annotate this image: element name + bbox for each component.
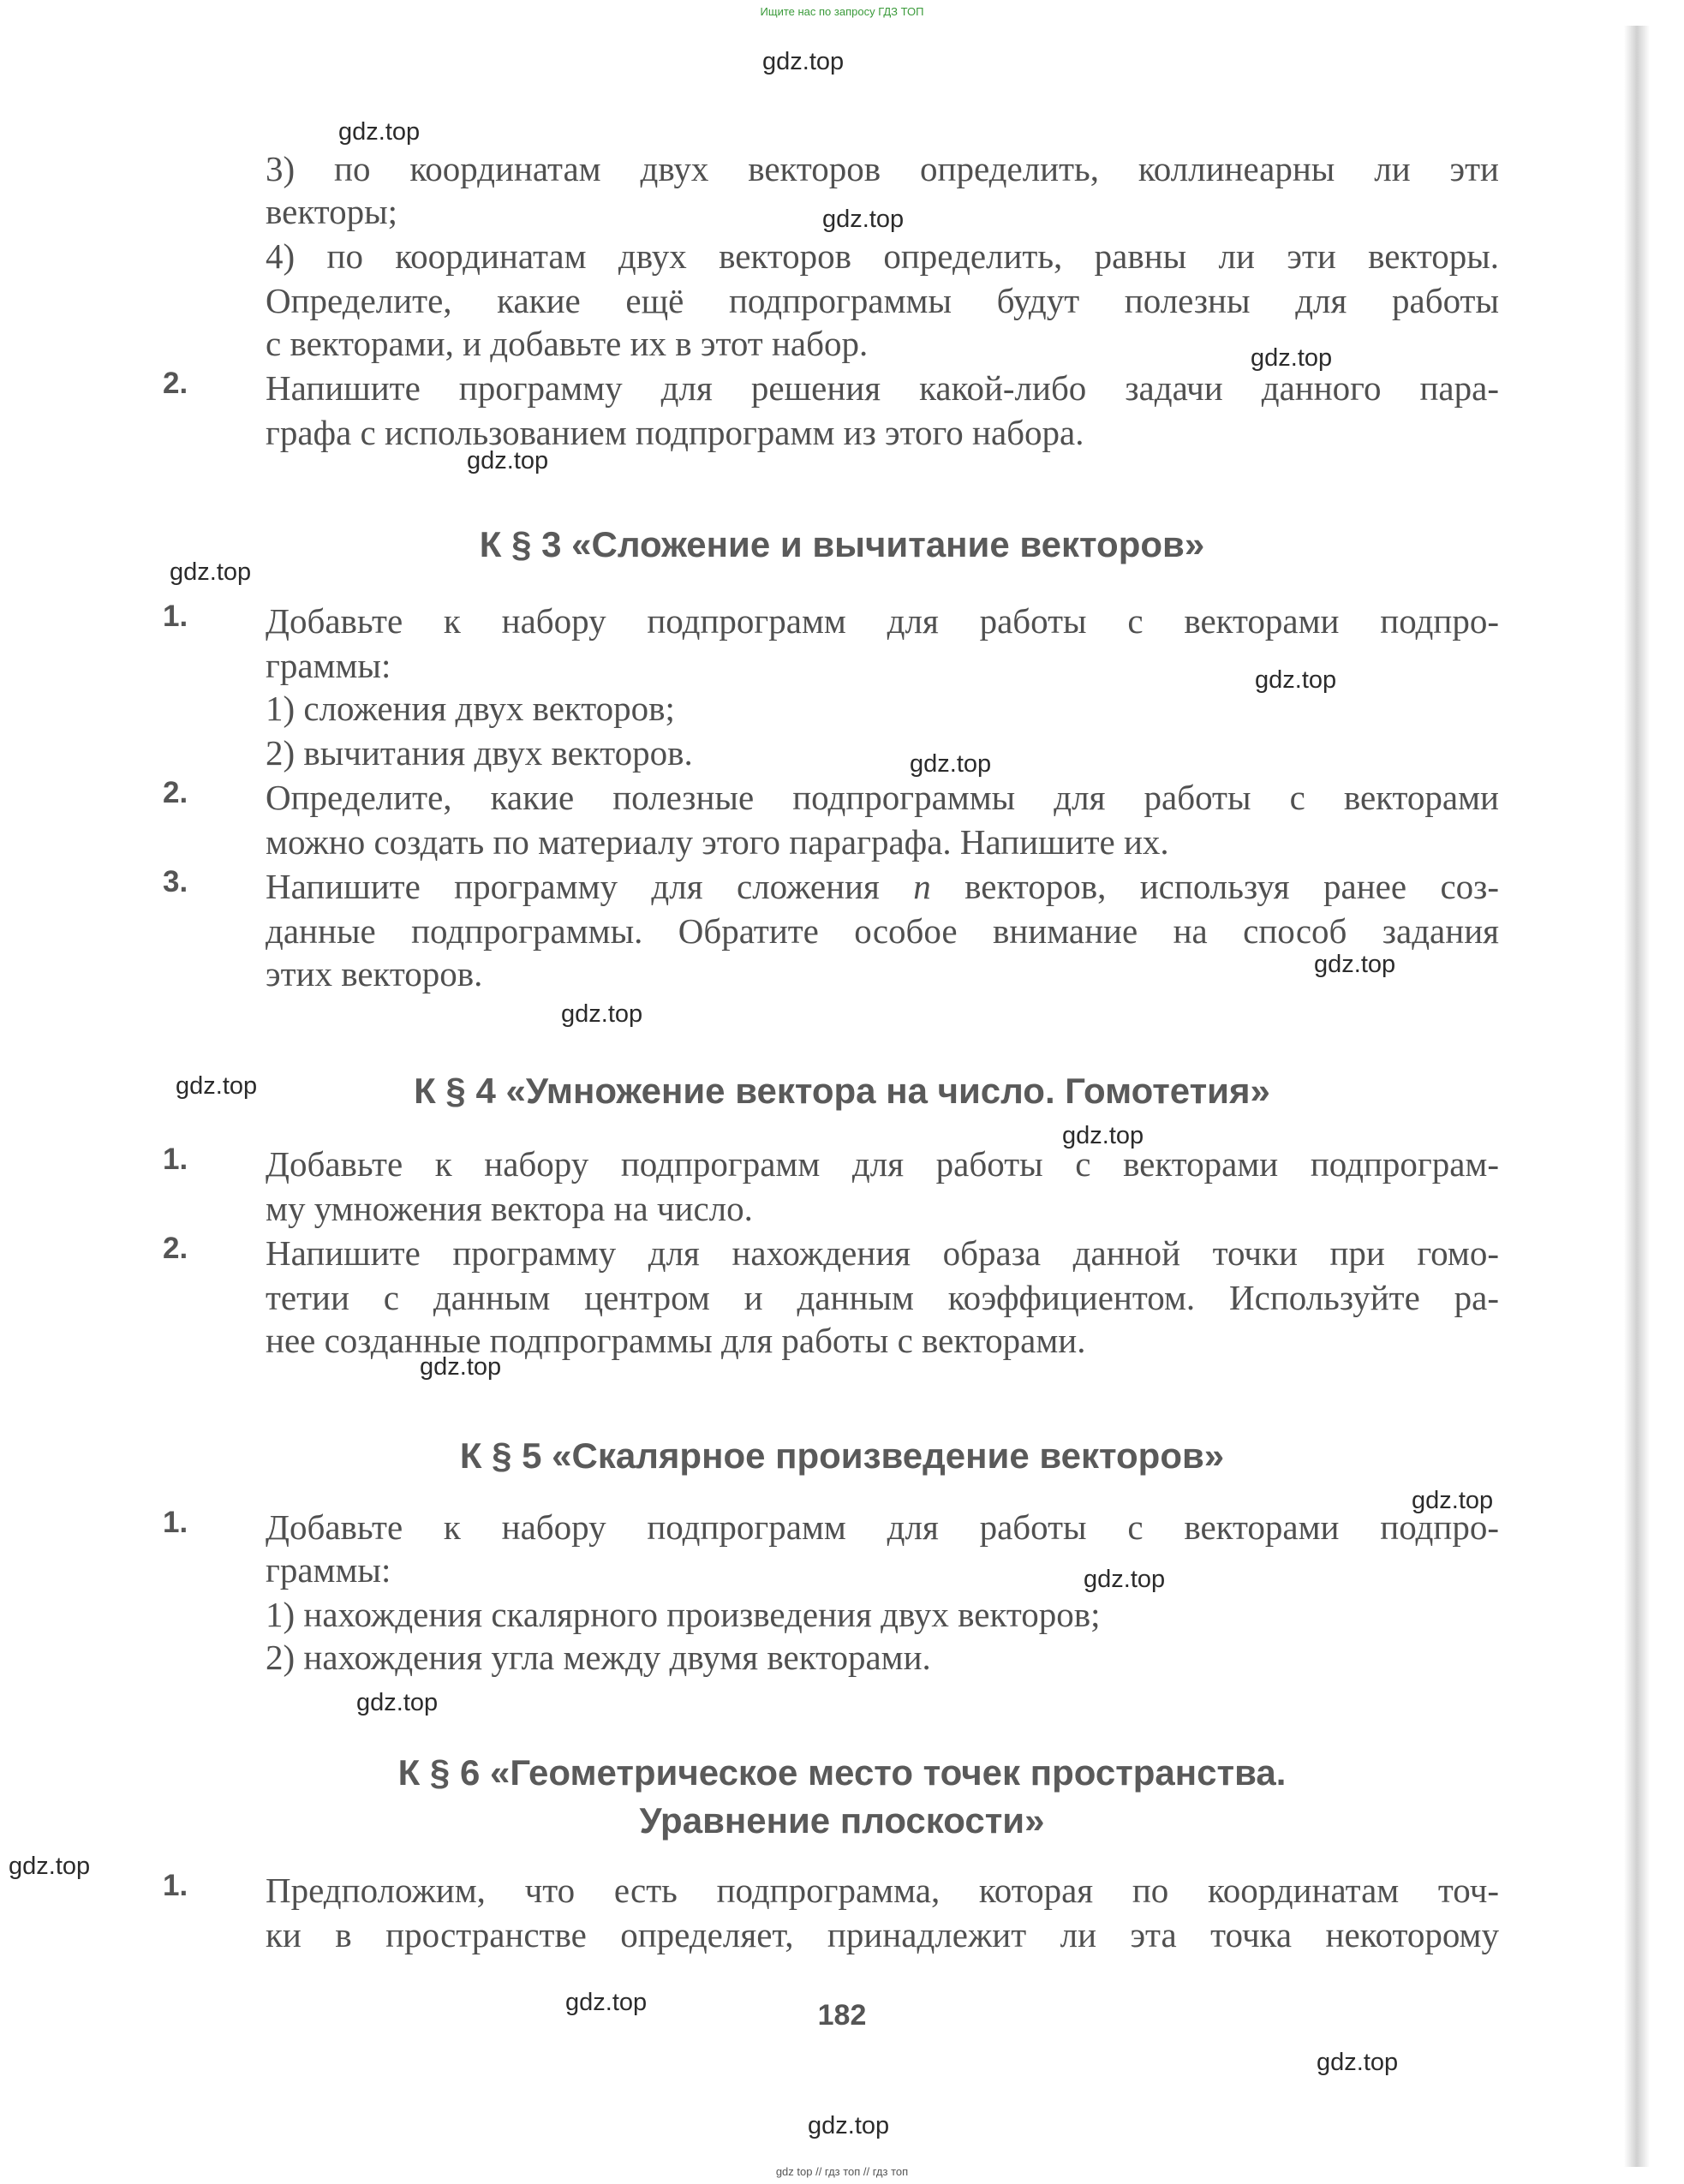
text-line: Добавьте к набору подпрограмм для работы с векторами подпро- [266,1507,1499,1547]
watermark: gdz.top [420,1353,502,1381]
watermark: gdz.top [561,1000,643,1028]
watermark: gdz.top [9,1853,91,1880]
text-line: нее созданные подпрограммы для работы с векторами. [266,1321,1086,1360]
page-number: 182 [817,1999,867,2032]
text-line: можно создать по материалу этого параграфа. Напишите их. [266,822,1169,862]
item-number: 2. [163,367,188,400]
item-number: 1. [163,1869,188,1902]
text-line: тетии с данным центром и данным коэффициентом. Используйте ра- [266,1278,1499,1317]
section-heading: Уравнение плоскости» [639,1800,1045,1841]
section-heading: К § 5 «Скалярное произведение векторов» [459,1435,1225,1476]
text-line: 4) по координатам двух векторов определить, равны ли эти векторы. [266,236,1499,276]
text-line: с векторами, и добавьте их в этот набор. [266,324,869,363]
text-line: Предположим, что есть подпрограмма, которая по координатам точ- [266,1871,1499,1910]
watermark: gdz.top [356,1689,439,1716]
text-line: этих векторов. [266,954,483,994]
section-heading: К § 3 «Сложение и вычитание векторов» [479,524,1205,564]
watermark: gdz.top [808,2112,890,2139]
text-part: Напишите программу для сложения [266,867,914,906]
text-line: Добавьте к набору подпрограмм для работы с векторами подпро- [266,601,1499,641]
text-line: граммы: [266,1550,391,1590]
variable-n: n [913,867,931,906]
watermark: gdz.top [170,558,252,586]
text-line: Напишите программу для решения какой-либо задачи данного пара- [266,368,1499,408]
watermark: gdz.top [467,447,549,474]
text-line: 1) сложения двух векторов; [266,689,675,728]
text-part: векторов, используя ранее соз- [930,867,1499,906]
item-number: 3. [163,865,188,898]
watermark: gdz.top [1314,951,1396,978]
item-number: 2. [163,1232,188,1265]
bottom-note: gdz top // гдз топ // гдз топ [775,2165,909,2178]
watermark: gdz.top [1317,2049,1399,2076]
watermark: gdz.top [1255,666,1337,694]
watermark: gdz.top [1084,1566,1166,1593]
text-line: Определите, какие ещё подпрограммы будут полезны для работы [266,281,1499,320]
text-line: данные подпрограммы. Обратите особое внимание на способ задания [266,911,1499,951]
text-line [266,865,1499,908]
text-line: Напишите программу для нахождения образа данной точки при гомо- [266,1233,1499,1273]
text-line: му умножения вектора на число. [266,1189,753,1228]
watermark: gdz.top [1412,1487,1494,1514]
text-line: граммы: [266,646,391,685]
item-number: 1. [163,1143,188,1176]
watermark: gdz.top [565,1989,648,2016]
watermark: gdz.top [822,206,905,233]
text-line: графа с использованием подпрограмм из этого набора. [266,413,1084,452]
section-heading: К § 6 «Геометрическое место точек пространства. [397,1752,1287,1793]
watermark: gdz.top [762,48,845,75]
item-number: 2. [163,776,188,809]
text-line: 2) нахождения угла между двумя векторами. [266,1638,931,1677]
watermark: gdz.top [1062,1122,1144,1149]
item-number: 1. [163,600,188,633]
watermark: gdz.top [910,750,992,778]
text-line: Определите, какие полезные подпрограммы для работы с векторами [266,778,1499,817]
item-number: 1. [163,1506,188,1539]
text-line: векторы; [266,192,398,231]
section-heading: К § 4 «Умножение вектора на число. Гомотетия» [414,1071,1270,1111]
text-line: 2) вычитания двух векторов. [266,733,693,773]
text-line: 3) по координатам двух векторов определить, коллинеарны ли эти [266,149,1499,188]
watermark: gdz.top [176,1072,258,1100]
top-search-note: Ищите нас по запросу ГДЗ ТОП [760,5,924,18]
text-line: 1) нахождения скалярного произведения двух векторов; [266,1595,1101,1634]
text-line: ки в пространстве определяет, принадлежит ли эта точка некоторому [266,1915,1499,1954]
watermark: gdz.top [1251,344,1333,372]
text-line: Добавьте к набору подпрограмм для работы с векторами подпрограм- [266,1144,1499,1184]
watermark: gdz.top [338,118,421,146]
